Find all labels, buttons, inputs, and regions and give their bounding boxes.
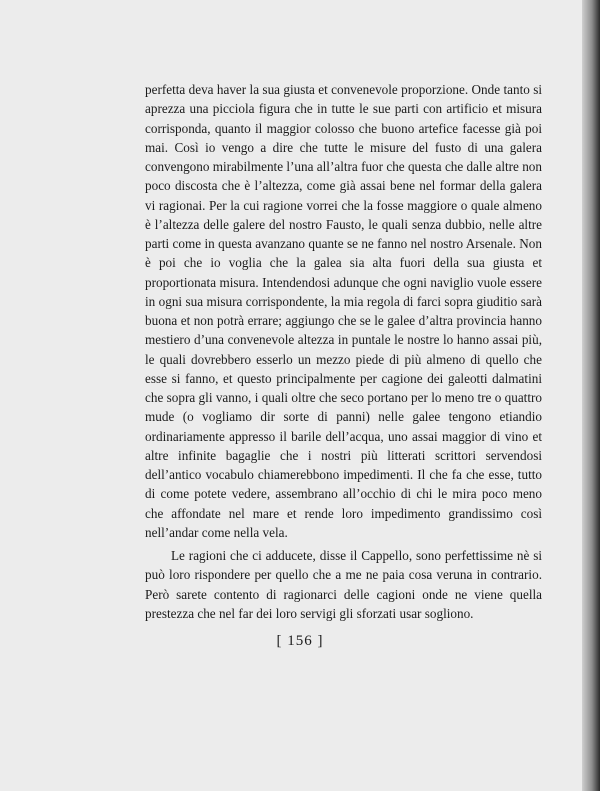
body-text	[145, 80, 542, 623]
paragraph-1: perfetta deva haver la sua giusta et convenevole proporzione. Onde tanto si aprezza una picciola figura che in tutte le sue parti con artificio et misura corrisponda, quanto il maggior colosso che buono artefice facesse già poi mai. Così io vengo a dire che tutte le misure del fusto di una galera convengono mirabilmente l’una all’altra fuor che questa che dalle altre non poco discosta che è l’altezza, come già assai bene nel formar della galera vi ragionai. Per la cui ragione vorrei che la fosse maggiore o quale almeno è l’altezza delle galere del nostro Fausto, le quali senza dubbio, nelle altre parti come in questa avanzano quante se ne fanno nel nostro Arsenale. Non è poi che io voglia che la galea sia alta fuori della sua giusta et proportionata misura. Intendendosi adunque che ogni naviglio vuole essere in ogni sua misura corrispondente, la mia regola di farci sopra giuditio sarà buona et non potrà errare; aggiungo che se le galee d’altra provincia hanno mestiero d’una convenevole altezza in puntale le nostre lo hanno assai più, le quali dovrebbero esserlo un mezzo piede di più almeno di quello che esse si fanno, et questo principalmente per cagione dei galeotti dalmatini che sopra gli vanno, i quali oltre che seco portano per lo meno tre o quattro mude (o vogliamo dir sorte di panni) nelle galee tengono etiandio ordinariamente appresso il barile dell’acqua, uno assai maggior di vino et altre infinite bagaglie che i nostri più litterati scrittori servendosi dell’antico vocabulo chiamerebbono impedimenti. Il che fa che esse, tutto di come potete vedere, assembrano all’occhio di chi le mira poco meno che affondate nel mare et rende loro impedimento grandissimo così nell’andar come nella vela.	[145, 82, 542, 540]
page-number: [ 156 ]	[276, 633, 324, 649]
page-edge-shadow	[582, 0, 600, 791]
paragraph-2: Le ragioni che ci adducete, disse il Cappello, sono perfettissime nè si può loro rispondere per quello che a me ne paia cosa veruna in contrario. Però sarete contento di ragionarci delle cagioni onde ne viene quella prestezza che nel far dei loro servigi gli sforzati usar sogliono.	[145, 548, 542, 621]
